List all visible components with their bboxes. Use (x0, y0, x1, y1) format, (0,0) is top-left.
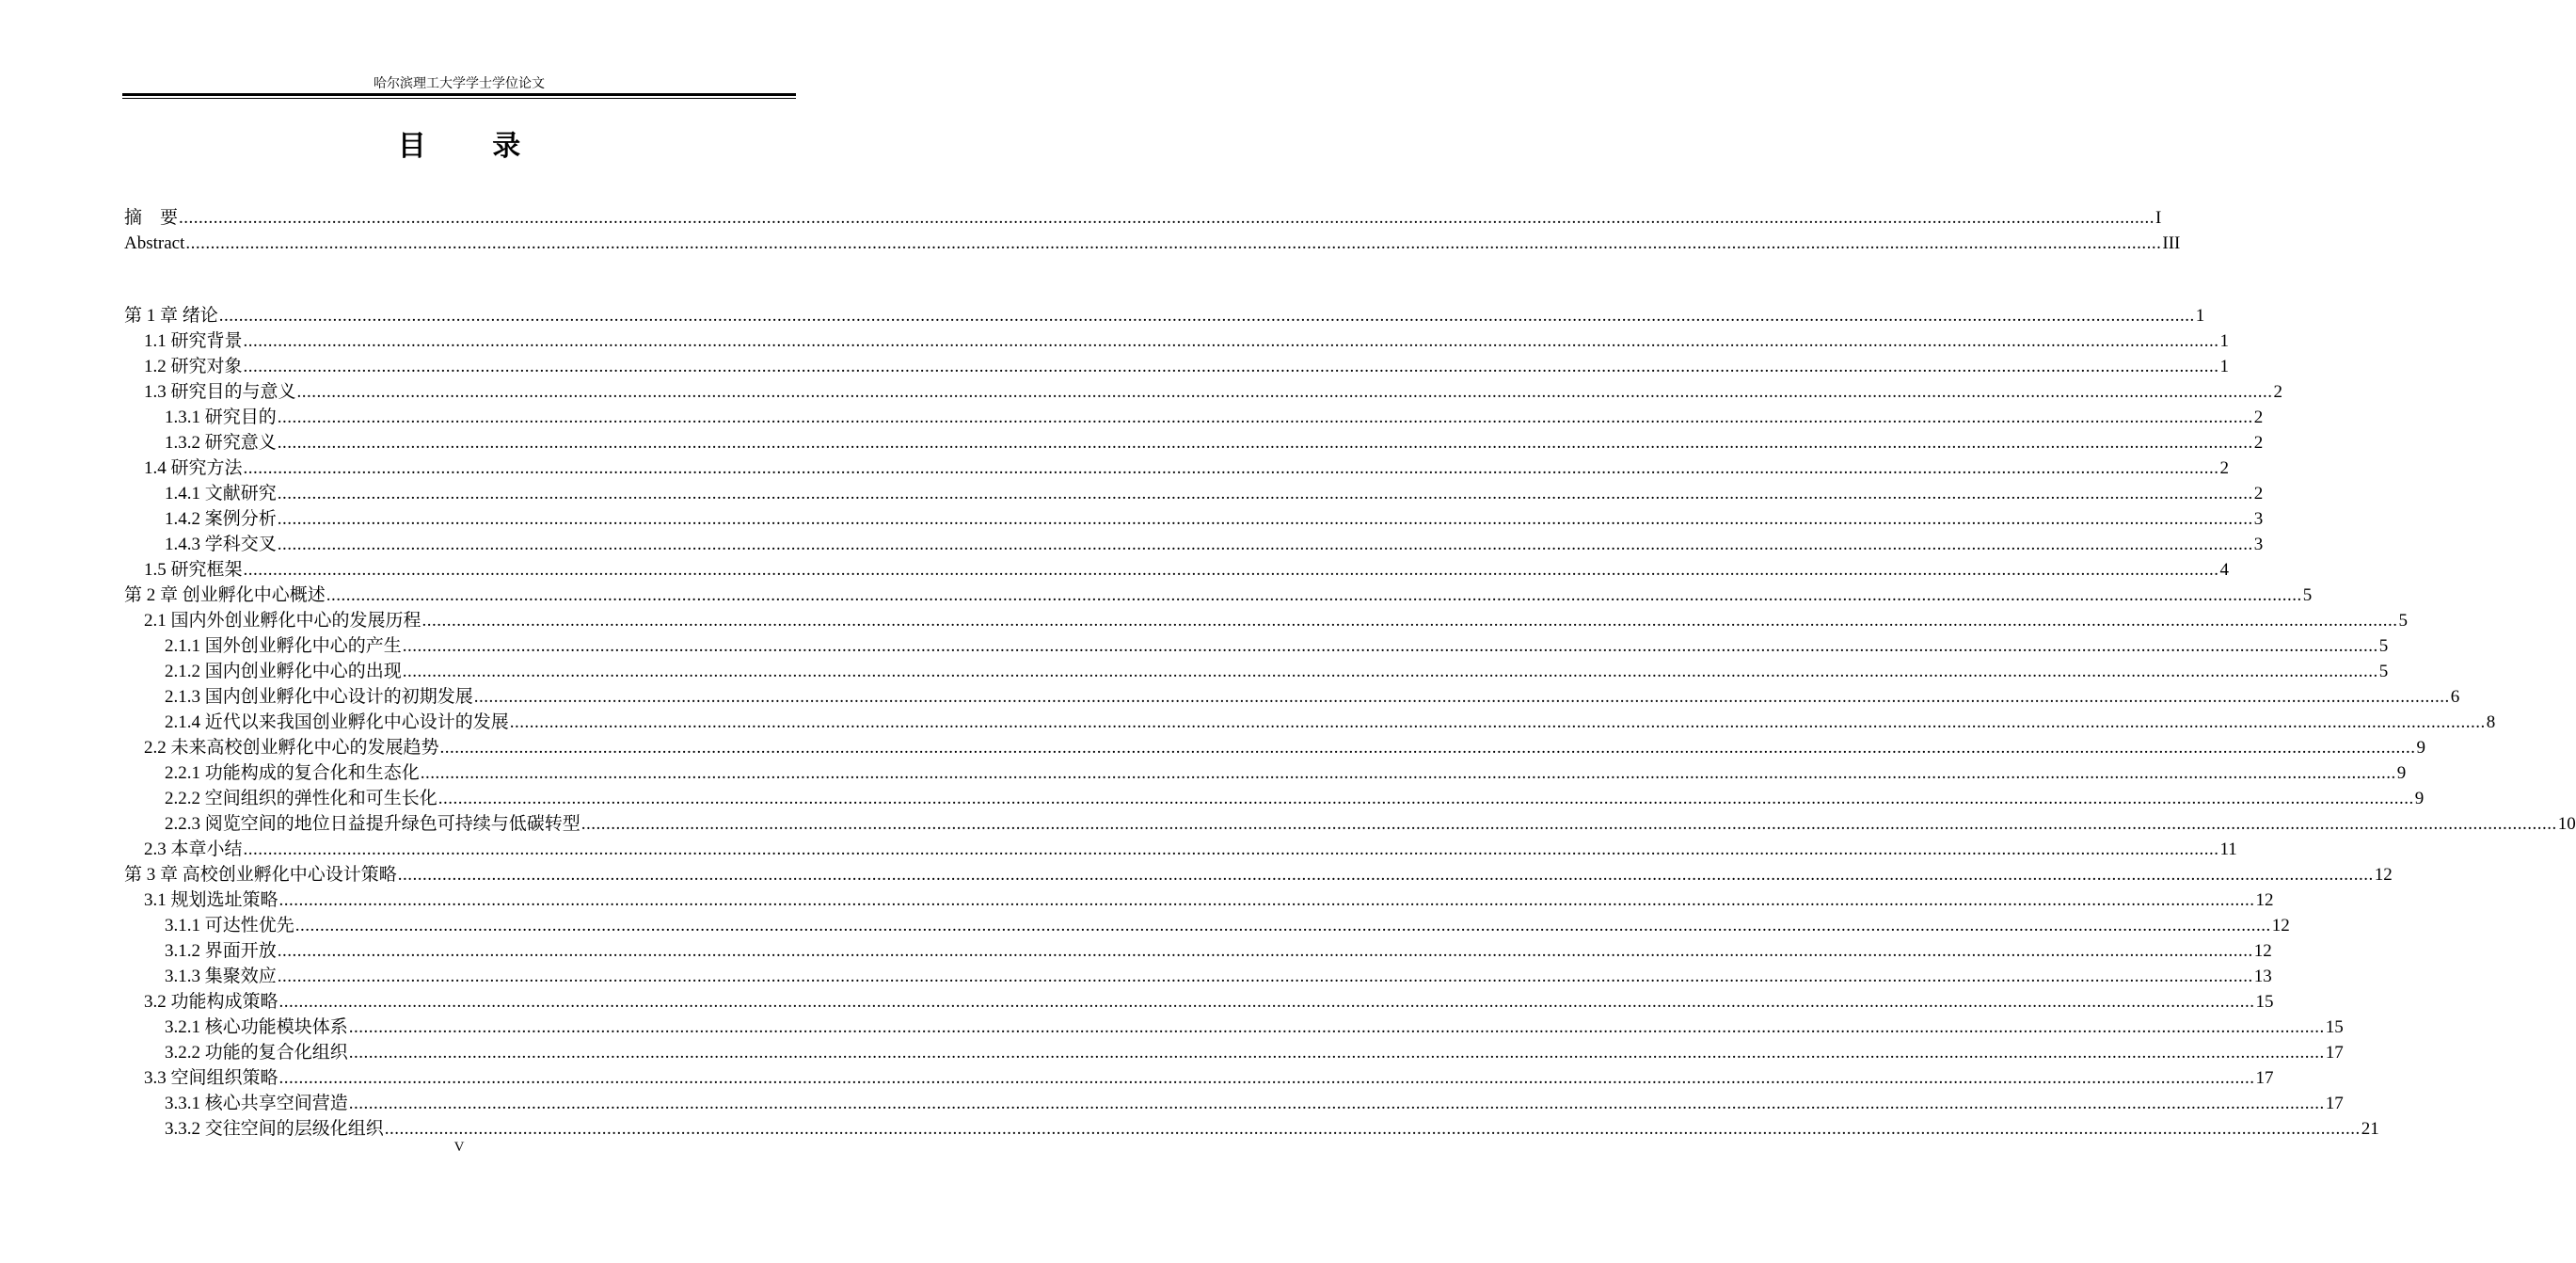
dot-leader: ................................................................................................................................................................................................................................................................................................................................................................................................................ (473, 687, 2450, 707)
dot-leader: ................................................................................................................................................................................................................................................................................................................................................................................................................ (580, 814, 2557, 834)
toc-entry-page: 5 (2378, 636, 2389, 656)
toc-entry-page: 2 (2253, 433, 2264, 453)
dot-leader: ................................................................................................................................................................................................................................................................................................................................................................................................................ (179, 208, 2155, 228)
toc-entry-label: 2.1 国内外创业孵化中心的发展历程 (144, 611, 421, 631)
toc-entry-label: 2.1.2 国内创业孵化中心的出现 (165, 662, 402, 681)
toc-entry[interactable] (124, 328, 2230, 354)
toc-entry[interactable] (124, 405, 2264, 430)
dot-leader: ................................................................................................................................................................................................................................................................................................................................................................................................................ (402, 662, 2378, 681)
toc-entry-label: 3.2 功能构成策略 (144, 992, 278, 1012)
toc-entry-page: 4 (2219, 560, 2230, 580)
toc-entry-label: 2.2.2 空间组织的弹性化和可生长化 (165, 789, 437, 808)
dot-leader: ................................................................................................................................................................................................................................................................................................................................................................................................................ (397, 865, 2374, 885)
dot-leader: ................................................................................................................................................................................................................................................................................................................................................................................................................ (277, 484, 2253, 504)
toc-entry-label: 2.1.3 国内创业孵化中心设计的初期发展 (165, 687, 473, 707)
toc-entry[interactable] (124, 379, 2283, 405)
toc-entry-label: 3.3 空间组织策略 (144, 1068, 278, 1088)
toc-entry-label: 3.1.1 可达性优先 (165, 916, 294, 935)
dot-leader: ................................................................................................................................................................................................................................................................................................................................................................................................................ (439, 738, 2416, 758)
dot-leader: ................................................................................................................................................................................................................................................................................................................................................................................................................ (277, 408, 2253, 427)
toc-entry-label: 2.1.4 近代以来我国创业孵化中心设计的发展 (165, 712, 509, 732)
toc-entry[interactable] (124, 557, 2230, 583)
toc-entry[interactable] (124, 205, 2162, 231)
toc-entry-page: 8 (2486, 712, 2496, 732)
toc-entry-page: 2 (2219, 458, 2230, 478)
toc-entry-page: 1 (2195, 306, 2205, 326)
dot-leader: ................................................................................................................................................................................................................................................................................................................................................................................................................ (296, 382, 2273, 402)
toc-title: 目 录 (397, 130, 549, 163)
toc-entry-label: 第 2 章 创业孵化中心概述 (124, 585, 326, 605)
toc-entry-label: 3.3.2 交往空间的层级化组织 (165, 1119, 384, 1139)
toc-entry[interactable] (124, 913, 2290, 938)
toc-entry-page: 15 (2325, 1017, 2344, 1037)
toc-entry[interactable] (124, 481, 2264, 506)
toc-entry[interactable] (124, 659, 2389, 684)
toc-entry[interactable] (124, 1065, 2274, 1091)
dot-leader: ................................................................................................................................................................................................................................................................................................................................................................................................................ (421, 611, 2398, 631)
toc-entry[interactable] (124, 506, 2264, 532)
toc-entry[interactable] (124, 1040, 2344, 1065)
dot-leader: ................................................................................................................................................................................................................................................................................................................................................................................................................ (185, 233, 2162, 253)
toc-entry-label: 1.3.1 研究目的 (165, 408, 277, 427)
dot-leader: ................................................................................................................................................................................................................................................................................................................................................................................................................ (437, 789, 2414, 808)
table-of-contents (124, 303, 2576, 1142)
toc-entry-label: 3.1 规划选址策略 (144, 890, 278, 910)
dot-leader: ................................................................................................................................................................................................................................................................................................................................................................................................................ (402, 636, 2378, 656)
toc-entry[interactable] (124, 837, 2237, 862)
dot-leader: ................................................................................................................................................................................................................................................................................................................................................................................................................ (384, 1119, 2361, 1139)
dot-leader: ................................................................................................................................................................................................................................................................................................................................................................................................................ (509, 712, 2486, 732)
toc-entry[interactable] (124, 354, 2230, 379)
toc-entry[interactable] (124, 887, 2274, 913)
toc-entry-page: 3 (2253, 535, 2264, 554)
dot-leader: ................................................................................................................................................................................................................................................................................................................................................................................................................ (278, 1068, 2255, 1088)
toc-entry-label: 1.2 研究对象 (144, 357, 243, 376)
toc-entry-label: 1.5 研究框架 (144, 560, 243, 580)
toc-entry-page: I (2155, 208, 2162, 228)
dot-leader: ................................................................................................................................................................................................................................................................................................................................................................................................................ (277, 941, 2253, 961)
toc-entry-label: 第 1 章 绪论 (124, 306, 218, 326)
toc-entry-page: 10 (2557, 814, 2576, 834)
dot-leader: ................................................................................................................................................................................................................................................................................................................................................................................................................ (326, 585, 2302, 605)
toc-entry-page: 15 (2255, 992, 2274, 1012)
toc-entry-page: 2 (2253, 408, 2264, 427)
toc-entry-label: 1.4 研究方法 (144, 458, 243, 478)
dot-leader: ................................................................................................................................................................................................................................................................................................................................................................................................................ (277, 433, 2253, 453)
dot-leader: ................................................................................................................................................................................................................................................................................................................................................................................................................ (277, 535, 2253, 554)
toc-entry[interactable] (124, 684, 2460, 710)
dot-leader: ................................................................................................................................................................................................................................................................................................................................................................................................................ (348, 1043, 2325, 1063)
toc-entry-page: 6 (2450, 687, 2460, 707)
dot-leader: ................................................................................................................................................................................................................................................................................................................................................................................................................ (243, 458, 2219, 478)
toc-entry-page: 12 (2253, 941, 2272, 961)
dot-leader: ................................................................................................................................................................................................................................................................................................................................................................................................................ (243, 357, 2219, 376)
toc-entry[interactable] (124, 862, 2393, 887)
toc-entry[interactable] (124, 430, 2264, 456)
toc-entry-page: 9 (2414, 789, 2425, 808)
toc-entry-page: 17 (2255, 1068, 2274, 1088)
running-header: 哈尔滨理工大学学士学位论文 (374, 77, 545, 91)
dot-leader: ................................................................................................................................................................................................................................................................................................................................................................................................................ (218, 306, 2195, 326)
toc-entry-page: 12 (2271, 916, 2290, 935)
toc-entry-label: 2.2.3 阅览空间的地位日益提升绿色可持续与低碳转型 (165, 814, 580, 834)
toc-entry-label: 1.3 研究目的与意义 (144, 382, 296, 402)
header-rule-thick (122, 93, 796, 96)
toc-entry-page: 3 (2253, 509, 2264, 529)
toc-entry[interactable] (124, 735, 2426, 760)
toc-entry-page: III (2162, 233, 2181, 253)
toc-entry[interactable] (124, 1116, 2379, 1142)
toc-entry-page: 17 (2325, 1094, 2344, 1113)
toc-entry-page: 12 (2255, 890, 2274, 910)
toc-entry-label: 2.1.1 国外创业孵化中心的产生 (165, 636, 402, 656)
toc-entry-label: 1.4.2 案例分析 (165, 509, 277, 529)
toc-entry-label: 1.1 研究背景 (144, 331, 243, 351)
toc-entry[interactable] (124, 1015, 2344, 1040)
toc-entry-label: 2.2 未来高校创业孵化中心的发展趋势 (144, 738, 439, 758)
toc-entry-label: 1.3.2 研究意义 (165, 433, 277, 453)
toc-entry[interactable] (124, 786, 2425, 811)
toc-entry-page: 12 (2374, 865, 2393, 885)
toc-entry-label: Abstract (124, 233, 185, 253)
toc-entry[interactable] (124, 938, 2272, 964)
toc-entry[interactable] (124, 608, 2409, 633)
page-number: V (453, 1140, 465, 1155)
toc-entry-label: 2.3 本章小结 (144, 839, 243, 859)
dot-leader: ................................................................................................................................................................................................................................................................................................................................................................................................................ (277, 967, 2253, 986)
toc-entry[interactable] (124, 633, 2389, 659)
dot-leader: ................................................................................................................................................................................................................................................................................................................................................................................................................ (420, 763, 2396, 783)
toc-entry-page: 9 (2416, 738, 2426, 758)
toc-entry-page: 2 (2253, 484, 2264, 504)
toc-entry-page: 5 (2302, 585, 2313, 605)
toc-entry-page: 21 (2361, 1119, 2379, 1139)
toc-entry-page: 1 (2219, 331, 2230, 351)
toc-entry-page: 1 (2219, 357, 2230, 376)
toc-entry[interactable] (124, 456, 2230, 481)
toc-entry[interactable] (124, 1091, 2344, 1116)
dot-leader: ................................................................................................................................................................................................................................................................................................................................................................................................................ (243, 331, 2219, 351)
dot-leader: ................................................................................................................................................................................................................................................................................................................................................................................................................ (348, 1094, 2325, 1113)
dot-leader: ................................................................................................................................................................................................................................................................................................................................................................................................................ (294, 916, 2271, 935)
toc-entry-page: 17 (2325, 1043, 2344, 1063)
dot-leader: ................................................................................................................................................................................................................................................................................................................................................................................................................ (277, 509, 2253, 529)
toc-entry-page: 9 (2396, 763, 2407, 783)
dot-leader: ................................................................................................................................................................................................................................................................................................................................................................................................................ (278, 992, 2255, 1012)
toc-entry[interactable] (124, 811, 2576, 837)
toc-entry-label: 2.2.1 功能构成的复合化和生态化 (165, 763, 420, 783)
toc-entry-label: 3.1.3 集聚效应 (165, 967, 277, 986)
toc-entry-label: 3.2.2 功能的复合化组织 (165, 1043, 348, 1063)
toc-entry[interactable] (124, 989, 2274, 1015)
toc-entry-label: 第 3 章 高校创业孵化中心设计策略 (124, 865, 397, 885)
toc-entry[interactable] (124, 710, 2496, 735)
header-rule-thin (122, 98, 796, 99)
toc-entry-label: 1.4.3 学科交叉 (165, 535, 277, 554)
front-matter-list (124, 205, 2181, 256)
toc-entry-label: 3.2.1 核心功能模块体系 (165, 1017, 348, 1037)
toc-entry-page: 13 (2253, 967, 2272, 986)
toc-entry[interactable] (124, 583, 2313, 608)
dot-leader: ................................................................................................................................................................................................................................................................................................................................................................................................................ (243, 839, 2219, 859)
toc-entry-page: 11 (2219, 839, 2237, 859)
toc-entry[interactable] (124, 532, 2264, 557)
dot-leader: ................................................................................................................................................................................................................................................................................................................................................................................................................ (243, 560, 2219, 580)
dot-leader: ................................................................................................................................................................................................................................................................................................................................................................................................................ (278, 890, 2255, 910)
toc-entry[interactable] (124, 760, 2407, 786)
toc-entry[interactable] (124, 231, 2181, 256)
toc-entry-page: 5 (2398, 611, 2409, 631)
toc-entry-label: 摘 要 (124, 208, 179, 228)
toc-entry[interactable] (124, 964, 2272, 989)
toc-entry[interactable] (124, 303, 2205, 328)
toc-entry-label: 3.1.2 界面开放 (165, 941, 277, 961)
toc-entry-label: 1.4.1 文献研究 (165, 484, 277, 504)
toc-entry-page: 5 (2378, 662, 2389, 681)
dot-leader: ................................................................................................................................................................................................................................................................................................................................................................................................................ (348, 1017, 2325, 1037)
toc-entry-label: 3.3.1 核心共享空间营造 (165, 1094, 348, 1113)
toc-entry-page: 2 (2273, 382, 2283, 402)
